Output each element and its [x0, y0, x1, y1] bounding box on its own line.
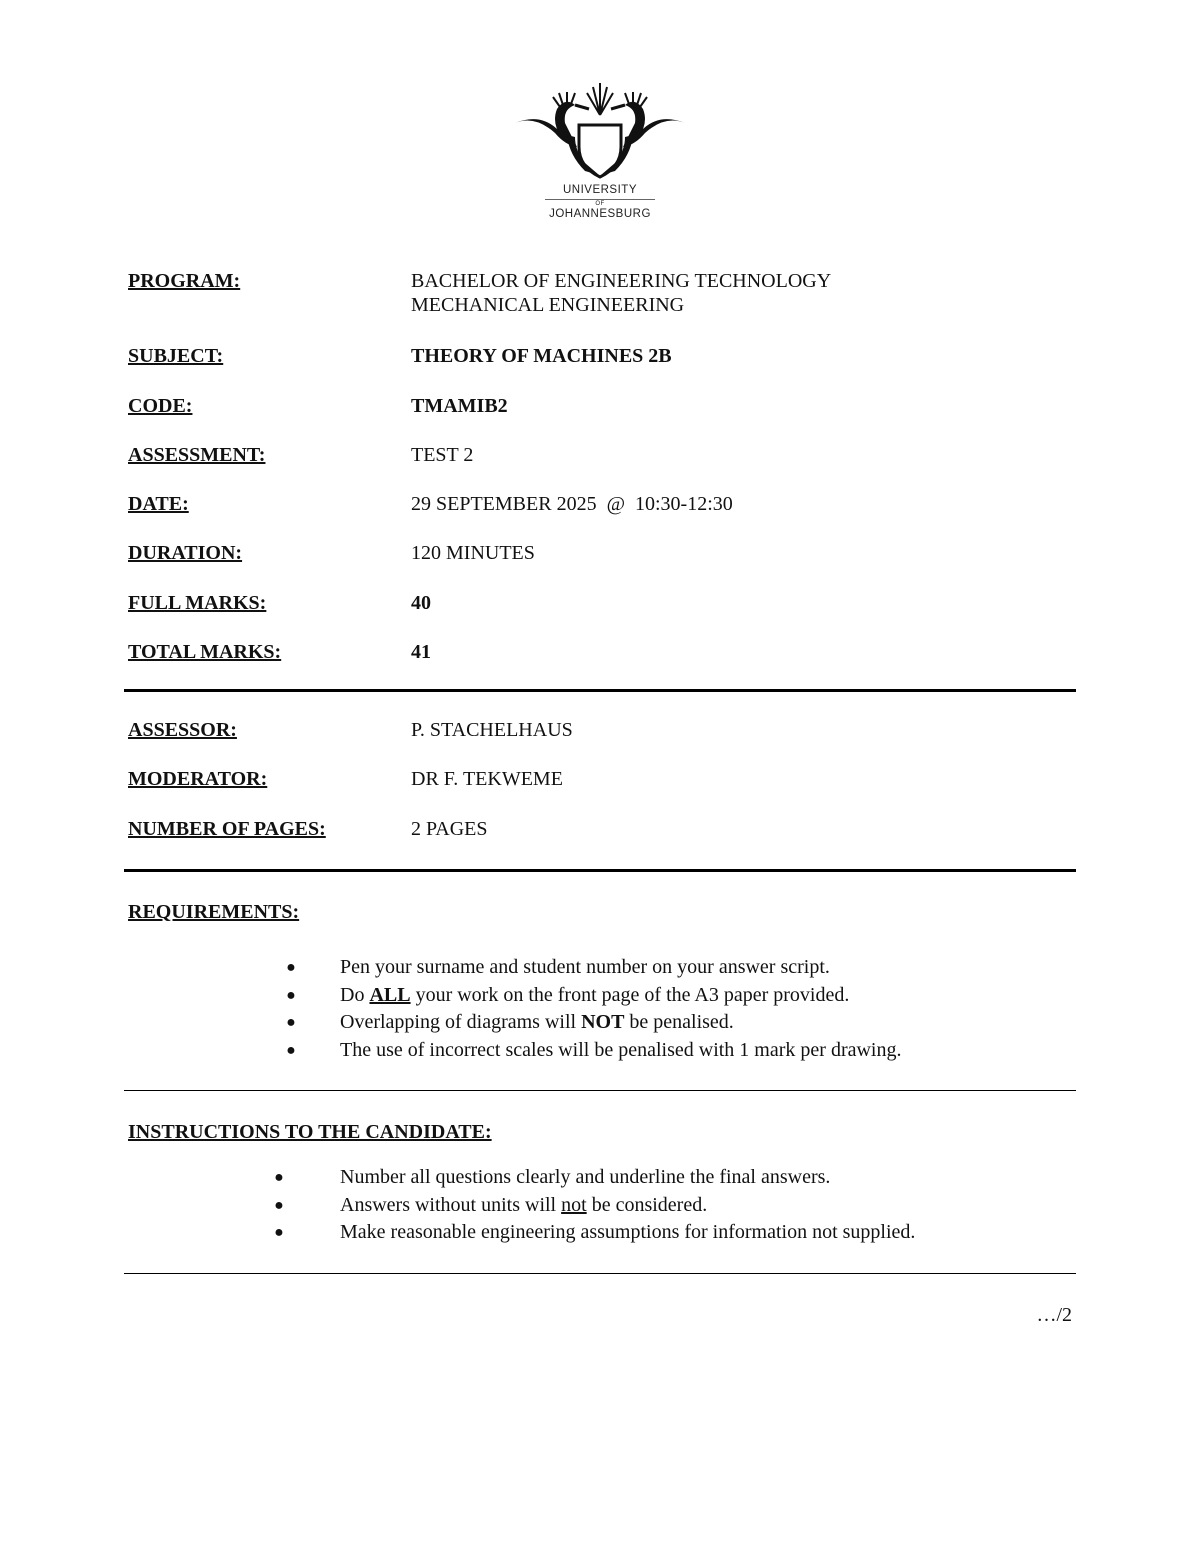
subject-label: SUBJECT: [128, 345, 224, 367]
bullet-icon: ● [274, 1196, 284, 1214]
bullet-icon: ● [286, 986, 296, 1004]
duration-label: DURATION: [128, 542, 243, 564]
divider [124, 1090, 1076, 1091]
moderator-value: DR F. TEKWEME [411, 768, 563, 790]
instruction-text: be considered. [586, 1193, 708, 1216]
requirement-text: be penalised. [624, 1011, 734, 1033]
bullet-icon: ● [274, 1169, 284, 1186]
duration-value: 120 MINUTES [411, 542, 535, 564]
instruction-text: Answers without units will [340, 1193, 562, 1216]
requirements-title: REQUIREMENTS: [128, 901, 300, 923]
bullet-icon: ● [286, 1041, 296, 1059]
requirement-text: Do [340, 983, 370, 1006]
total-marks-label: TOTAL MARKS: [128, 641, 282, 663]
program-value: BACHELOR OF ENGINEERING TECHNOLOGY [411, 270, 832, 292]
divider [124, 1273, 1076, 1274]
assessor-label: ASSESSOR: [128, 719, 237, 741]
logo-line-3: JOHANNESBURG [549, 207, 651, 220]
requirement-text: your work on the front page of the A3 paper provided. [410, 983, 850, 1006]
requirement-text: Overlapping of diagrams will [340, 1011, 582, 1033]
logo-line-2: OF [545, 199, 655, 207]
bullet-icon: ● [286, 1014, 296, 1031]
instruction-text: Number all questions clearly and underline the final answers. [340, 1166, 831, 1188]
pages-label: NUMBER OF PAGES: [128, 818, 326, 840]
assessment-label: ASSESSMENT: [128, 444, 266, 466]
full-marks-label: FULL MARKS: [128, 592, 267, 614]
total-marks-value: 41 [411, 641, 431, 663]
bullet-icon: ● [274, 1224, 284, 1241]
university-logo [500, 75, 700, 245]
birds-crest-icon [505, 75, 695, 185]
pages-value: 2 PAGES [411, 818, 488, 840]
page-indicator: …/2 [1036, 1304, 1072, 1326]
program-label: PROGRAM: [128, 270, 241, 292]
instructions-title: INSTRUCTIONS TO THE CANDIDATE: [128, 1121, 492, 1143]
requirement-emphasis: NOT [581, 1011, 625, 1033]
divider [124, 689, 1076, 692]
instruction-emphasis: not [561, 1193, 587, 1216]
date-label: DATE: [128, 493, 189, 515]
divider [124, 869, 1076, 872]
bullet-icon: ● [286, 959, 296, 976]
instruction-text: Make reasonable engineering assumptions for information not supplied. [340, 1221, 916, 1243]
requirement-text: The use of incorrect scales will be penalised with 1 mark per drawing. [340, 1038, 902, 1061]
full-marks-value: 40 [411, 592, 431, 614]
program-value-2: MECHANICAL ENGINEERING [411, 294, 685, 316]
assessment-value: TEST 2 [411, 444, 474, 466]
code-value: TMAMIB2 [411, 395, 508, 417]
subject-value: THEORY OF MACHINES 2B [411, 345, 672, 367]
assessor-value: P. STACHELHAUS [411, 719, 573, 741]
requirement-emphasis: ALL [369, 983, 411, 1006]
code-label: CODE: [128, 395, 193, 417]
moderator-label: MODERATOR: [128, 768, 268, 790]
requirement-text: Pen your surname and student number on your answer script. [340, 956, 830, 978]
date-value: 29 SEPTEMBER 2025 @ 10:30-12:30 [411, 493, 733, 515]
logo-line-1: UNIVERSITY [562, 184, 637, 196]
